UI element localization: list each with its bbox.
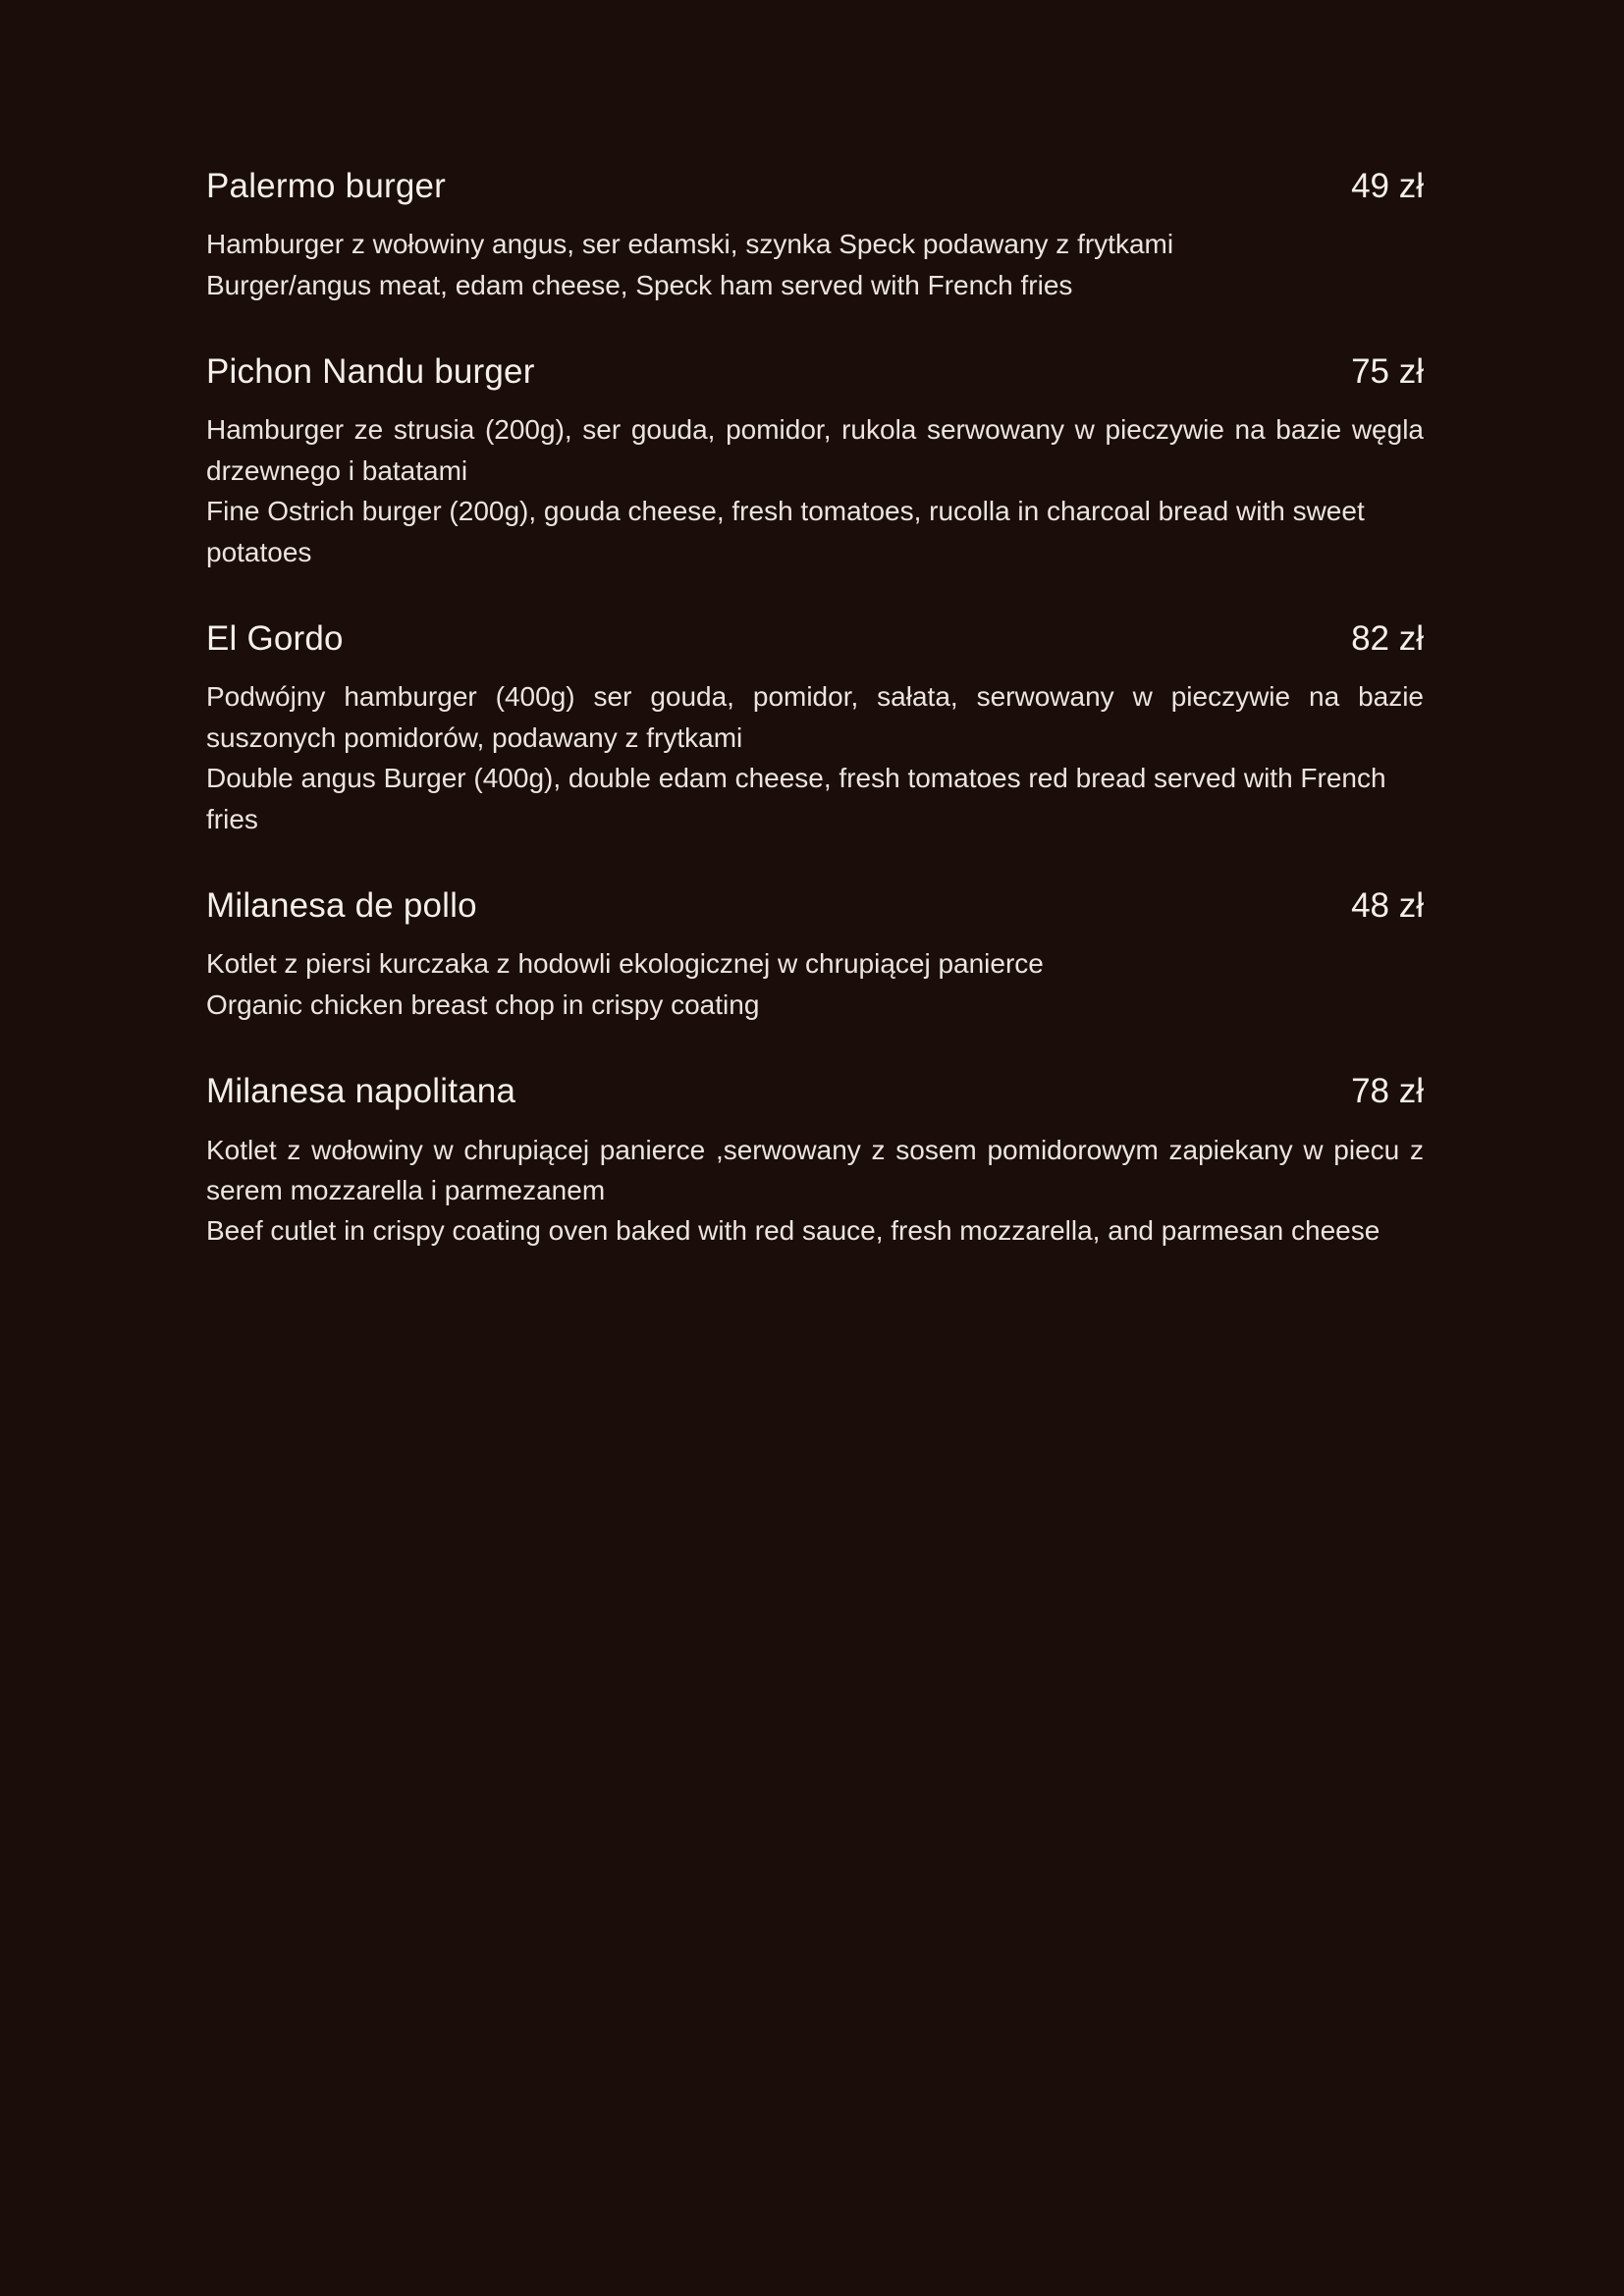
menu-item <box>206 352 1424 572</box>
menu-item-header <box>206 167 1424 206</box>
menu-item-description-en: Burger/angus meat, edam cheese, Speck ham served with French fries <box>206 269 1073 300</box>
menu-item-header <box>206 1072 1424 1111</box>
menu-item-price: 48 zł <box>1351 886 1424 926</box>
menu-item-list <box>206 167 1424 1252</box>
menu-item-description-pl: Kotlet z wołowiny w chrupiącej panierce ,serwowany z sosem pomidorowym zapiekany w piecu z serem mozzarella i parmezanem <box>206 1134 1424 1205</box>
menu-item-description-en: Organic chicken breast chop in crispy coating <box>206 988 760 1020</box>
menu-item-name: El Gordo <box>206 619 344 659</box>
menu-item-description-en: Beef cutlet in crispy coating oven baked with red sauce, fresh mozzarella, and parmesan cheese <box>206 1215 1380 1247</box>
menu-item-header <box>206 619 1424 659</box>
menu-item-description-pl: Kotlet z piersi kurczaka z hodowli ekologicznej w chrupiącej panierce <box>206 948 1044 980</box>
menu-item-description-en: Double angus Burger (400g), double edam cheese, fresh tomatoes red bread served with French fries <box>206 763 1386 834</box>
menu-item-header <box>206 886 1424 926</box>
menu-item-description-pl: Hamburger z wołowiny angus, ser edamski, szynka Speck podawany z frytkami <box>206 229 1174 260</box>
menu-item <box>206 167 1424 305</box>
menu-item-name: Palermo burger <box>206 167 447 205</box>
menu-item-name: Milanesa de pollo <box>206 886 477 926</box>
menu-item-description-pl: Hamburger ze strusia (200g), ser gouda, pomidor, rukola serwowany w pieczywie na bazie węgla drzewnego i batatami <box>206 414 1424 486</box>
menu-item <box>206 1072 1424 1252</box>
menu-item-header <box>206 352 1424 392</box>
menu-item-price: 49 zł <box>1351 167 1424 205</box>
menu-item <box>206 619 1424 839</box>
menu-item-name: Milanesa napolitana <box>206 1072 516 1111</box>
menu-item-name: Pichon Nandu burger <box>206 352 535 392</box>
menu-item-description-pl: Podwójny hamburger (400g) ser gouda, pomidor, sałata, serwowany w pieczywie na bazie suszonych pomidorów, podawany z frytkami <box>206 681 1424 753</box>
menu-item-price: 78 zł <box>1351 1072 1424 1111</box>
menu-item-price: 75 zł <box>1351 352 1424 392</box>
menu-item <box>206 886 1424 1025</box>
menu-item-price: 82 zł <box>1351 619 1424 659</box>
menu-item-description-en: Fine Ostrich burger (200g), gouda cheese, fresh tomatoes, rucolla in charcoal bread with sweet potatoes <box>206 496 1365 567</box>
